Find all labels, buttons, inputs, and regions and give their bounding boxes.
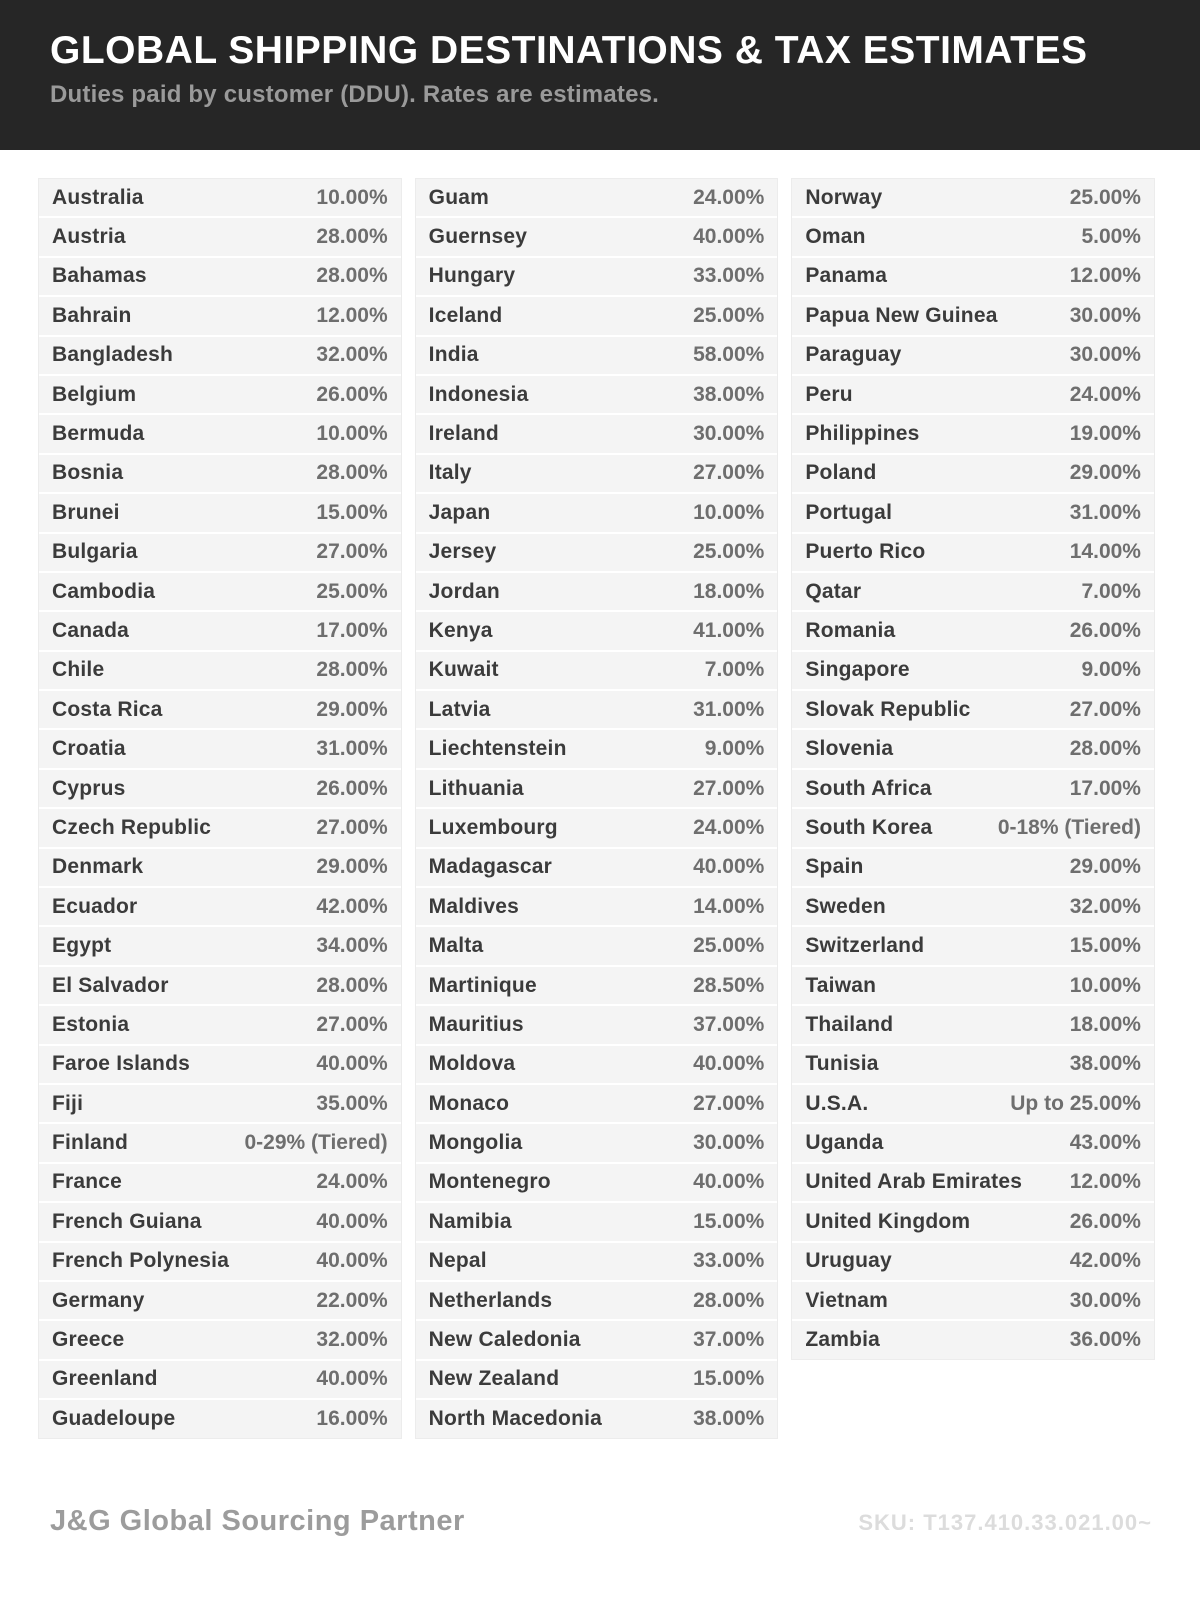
rate-value: 40.00% xyxy=(693,1052,765,1076)
rate-value: 40.00% xyxy=(693,855,765,879)
table-row xyxy=(39,652,401,691)
country-name: Bosnia xyxy=(52,461,124,485)
rate-value: 24.00% xyxy=(316,1170,388,1194)
rate-value: 29.00% xyxy=(1069,855,1141,879)
table-row xyxy=(416,1243,778,1282)
table-row xyxy=(39,179,401,218)
table-row xyxy=(416,1006,778,1045)
table-row xyxy=(416,849,778,888)
country-name: Latvia xyxy=(428,697,491,721)
rate-value: 24.00% xyxy=(693,815,765,839)
country-name: Montenegro xyxy=(428,1170,551,1194)
rate-value: 28.00% xyxy=(316,461,388,485)
table-row xyxy=(792,927,1154,966)
country-name: Liechtenstein xyxy=(428,737,567,761)
rate-value: 15.00% xyxy=(693,1367,765,1391)
country-name: Bangladesh xyxy=(52,343,174,367)
country-name: Romania xyxy=(805,618,896,642)
table-row xyxy=(39,415,401,454)
rate-value: 17.00% xyxy=(316,618,388,642)
table-row xyxy=(416,888,778,927)
rate-value: 27.00% xyxy=(693,776,765,800)
table-row xyxy=(39,1006,401,1045)
table-row xyxy=(416,297,778,336)
country-name: Singapore xyxy=(805,658,910,682)
country-name: Bermuda xyxy=(52,422,145,446)
country-name: South Korea xyxy=(805,815,933,839)
table-row xyxy=(416,1046,778,1085)
rate-value: 30.00% xyxy=(1069,1288,1141,1312)
rate-value: 40.00% xyxy=(316,1249,388,1273)
table-row xyxy=(416,376,778,415)
country-name: Guam xyxy=(428,185,489,209)
country-name: Norway xyxy=(805,185,883,209)
country-name: Mongolia xyxy=(428,1131,523,1155)
table-row xyxy=(792,967,1154,1006)
table-row xyxy=(39,1361,401,1400)
rates-column xyxy=(791,178,1155,1360)
rate-value: 25.00% xyxy=(693,934,765,958)
table-row xyxy=(792,179,1154,218)
rate-value: 10.00% xyxy=(1069,973,1141,997)
rate-value: 38.00% xyxy=(693,1406,765,1430)
country-name: Sweden xyxy=(805,894,886,918)
country-name: Martinique xyxy=(428,973,537,997)
table-row xyxy=(792,1085,1154,1124)
country-name: Egypt xyxy=(52,934,112,958)
country-name: Monaco xyxy=(428,1091,510,1115)
table-row xyxy=(39,534,401,573)
rate-value: 17.00% xyxy=(1069,776,1141,800)
country-name: Peru xyxy=(805,382,853,406)
table-row xyxy=(416,1321,778,1360)
table-row xyxy=(792,1321,1154,1358)
table-row xyxy=(416,730,778,769)
rate-value: 43.00% xyxy=(1069,1131,1141,1155)
table-row xyxy=(39,1282,401,1321)
country-name: Ireland xyxy=(428,422,499,446)
page-title: GLOBAL SHIPPING DESTINATIONS & TAX ESTIMATES xyxy=(50,29,1088,72)
rate-value: 33.00% xyxy=(693,264,765,288)
table-row xyxy=(416,1400,778,1437)
rate-value: 30.00% xyxy=(693,422,765,446)
table-row xyxy=(39,297,401,336)
country-name: Jordan xyxy=(428,579,500,603)
rate-value: 24.00% xyxy=(1069,382,1141,406)
rate-value: 9.00% xyxy=(1081,658,1141,682)
country-name: Hungary xyxy=(428,264,516,288)
table-row xyxy=(39,770,401,809)
rate-value: 58.00% xyxy=(693,343,765,367)
country-name: Oman xyxy=(805,225,866,249)
country-name: Greece xyxy=(52,1328,125,1352)
rates-column xyxy=(415,178,779,1439)
sku-label: SKU: T137.410.33.021.00~ xyxy=(858,1510,1152,1535)
country-name: Panama xyxy=(805,264,888,288)
table-row xyxy=(416,534,778,573)
rate-value: 32.00% xyxy=(316,343,388,367)
country-name: France xyxy=(52,1170,123,1194)
country-name: El Salvador xyxy=(52,973,169,997)
country-name: Taiwan xyxy=(805,973,877,997)
table-row xyxy=(416,612,778,651)
rate-value: 18.00% xyxy=(1069,1012,1141,1036)
table-row xyxy=(39,1400,401,1437)
table-row xyxy=(416,691,778,730)
country-name: Mauritius xyxy=(428,1012,524,1036)
table-row xyxy=(39,455,401,494)
rate-value: 36.00% xyxy=(1069,1328,1141,1352)
country-name: Canada xyxy=(52,618,130,642)
country-name: Uganda xyxy=(805,1131,884,1155)
table-row xyxy=(792,1282,1154,1321)
country-name: Kuwait xyxy=(428,658,499,682)
table-row xyxy=(792,730,1154,769)
country-name: Qatar xyxy=(805,579,862,603)
country-name: Denmark xyxy=(52,855,144,879)
table-row xyxy=(39,967,401,1006)
country-name: Nepal xyxy=(428,1249,487,1273)
table-row xyxy=(792,612,1154,651)
table-row xyxy=(39,573,401,612)
rate-value: 27.00% xyxy=(1069,697,1141,721)
rate-value: 28.00% xyxy=(316,658,388,682)
country-name: Brunei xyxy=(52,500,120,524)
country-name: Moldova xyxy=(428,1052,516,1076)
country-name: Lithuania xyxy=(428,776,524,800)
country-name: Ecuador xyxy=(52,894,138,918)
rate-value: 14.00% xyxy=(1069,540,1141,564)
rate-value: 24.00% xyxy=(693,185,765,209)
rate-value: 12.00% xyxy=(1069,1170,1141,1194)
table-row xyxy=(416,652,778,691)
country-name: Chile xyxy=(52,658,105,682)
rate-value: 10.00% xyxy=(316,185,388,209)
table-row xyxy=(792,494,1154,533)
rate-value: 18.00% xyxy=(693,579,765,603)
rate-value: 14.00% xyxy=(693,894,765,918)
country-name: Madagascar xyxy=(428,855,553,879)
country-name: Philippines xyxy=(805,422,920,446)
table-row xyxy=(416,809,778,848)
table-row xyxy=(416,415,778,454)
table-row xyxy=(39,691,401,730)
table-row xyxy=(39,888,401,927)
country-name: Greenland xyxy=(52,1367,158,1391)
country-name: Maldives xyxy=(428,894,519,918)
country-name: India xyxy=(428,343,479,367)
table-row xyxy=(416,1085,778,1124)
table-row xyxy=(792,415,1154,454)
country-name: Bahamas xyxy=(52,264,147,288)
rate-value: 7.00% xyxy=(704,658,765,682)
rates-table xyxy=(0,150,1200,1439)
country-name: Estonia xyxy=(52,1012,130,1036)
country-name: United Kingdom xyxy=(805,1209,971,1233)
table-row xyxy=(416,494,778,533)
country-name: Slovak Republic xyxy=(805,697,971,721)
rate-value: 27.00% xyxy=(693,461,765,485)
table-row xyxy=(39,1243,401,1282)
country-name: New Zealand xyxy=(428,1367,560,1391)
table-row xyxy=(39,1085,401,1124)
rate-value: 31.00% xyxy=(693,697,765,721)
rate-value: 28.00% xyxy=(316,973,388,997)
rate-value: 26.00% xyxy=(1069,618,1141,642)
table-row xyxy=(792,849,1154,888)
table-row xyxy=(39,1164,401,1203)
country-name: Finland xyxy=(52,1131,129,1155)
country-name: Cyprus xyxy=(52,776,126,800)
rate-value: 29.00% xyxy=(316,855,388,879)
country-name: Malta xyxy=(428,934,484,958)
table-row xyxy=(792,691,1154,730)
rate-value: 28.00% xyxy=(316,225,388,249)
table-row xyxy=(416,337,778,376)
table-row xyxy=(39,218,401,257)
table-row xyxy=(39,809,401,848)
table-row xyxy=(416,573,778,612)
rate-value: 29.00% xyxy=(316,697,388,721)
country-name: Vietnam xyxy=(805,1288,889,1312)
rate-value: 15.00% xyxy=(1069,934,1141,958)
country-name: Portugal xyxy=(805,500,893,524)
country-name: French Guiana xyxy=(52,1209,202,1233)
table-row xyxy=(792,1203,1154,1242)
country-name: Puerto Rico xyxy=(805,540,926,564)
rate-value: 27.00% xyxy=(693,1091,765,1115)
rates-column xyxy=(38,178,402,1439)
country-name: Zambia xyxy=(805,1328,881,1352)
rate-value: 30.00% xyxy=(1069,343,1141,367)
rate-value: 7.00% xyxy=(1081,579,1141,603)
rate-value: 26.00% xyxy=(316,776,388,800)
rate-value: 15.00% xyxy=(693,1209,765,1233)
table-row xyxy=(792,573,1154,612)
table-row xyxy=(792,297,1154,336)
rate-value: 25.00% xyxy=(1069,185,1141,209)
table-row xyxy=(792,455,1154,494)
rate-value: 26.00% xyxy=(1069,1209,1141,1233)
rate-value: 40.00% xyxy=(693,225,765,249)
rate-value: 37.00% xyxy=(693,1012,765,1036)
country-name: United Arab Emirates xyxy=(805,1170,1023,1194)
rate-value: 37.00% xyxy=(693,1328,765,1352)
table-row xyxy=(792,1006,1154,1045)
table-row xyxy=(416,218,778,257)
table-row xyxy=(416,1164,778,1203)
country-name: Iceland xyxy=(428,303,503,327)
rate-value: 5.00% xyxy=(1081,225,1141,249)
country-name: U.S.A. xyxy=(805,1091,869,1115)
table-row xyxy=(792,770,1154,809)
rate-value: Up to 25.00% xyxy=(1010,1091,1141,1115)
table-row xyxy=(39,494,401,533)
rate-value: 10.00% xyxy=(693,500,765,524)
table-row xyxy=(792,1046,1154,1085)
table-row xyxy=(39,376,401,415)
table-row xyxy=(416,455,778,494)
table-row xyxy=(39,1203,401,1242)
table-row xyxy=(792,652,1154,691)
country-name: Faroe Islands xyxy=(52,1052,190,1076)
rate-value: 28.00% xyxy=(1069,737,1141,761)
country-name: Spain xyxy=(805,855,864,879)
rate-value: 41.00% xyxy=(693,618,765,642)
table-row xyxy=(39,337,401,376)
table-row xyxy=(416,967,778,1006)
rate-value: 28.00% xyxy=(316,264,388,288)
country-name: Czech Republic xyxy=(52,815,212,839)
table-row xyxy=(39,730,401,769)
table-row xyxy=(39,1046,401,1085)
header-banner xyxy=(0,0,1200,150)
table-row xyxy=(416,179,778,218)
rate-value: 42.00% xyxy=(316,894,388,918)
table-row xyxy=(39,612,401,651)
rate-value: 38.00% xyxy=(693,382,765,406)
rate-value: 32.00% xyxy=(316,1328,388,1352)
table-row xyxy=(39,849,401,888)
rate-value: 27.00% xyxy=(316,1012,388,1036)
rate-value: 25.00% xyxy=(316,579,388,603)
country-name: Slovenia xyxy=(805,737,894,761)
table-row xyxy=(792,1124,1154,1163)
country-name: Fiji xyxy=(52,1091,84,1115)
country-name: Cambodia xyxy=(52,579,156,603)
table-row xyxy=(39,1124,401,1163)
country-name: Switzerland xyxy=(805,934,925,958)
table-row xyxy=(792,888,1154,927)
brand-name: J&G Global Sourcing Partner xyxy=(50,1505,465,1537)
country-name: Namibia xyxy=(428,1209,512,1233)
table-row xyxy=(792,1243,1154,1282)
rate-value: 40.00% xyxy=(693,1170,765,1194)
rate-value: 30.00% xyxy=(1069,303,1141,327)
rate-value: 10.00% xyxy=(316,422,388,446)
table-row xyxy=(416,1361,778,1400)
country-name: Papua New Guinea xyxy=(805,303,998,327)
rate-value: 16.00% xyxy=(316,1406,388,1430)
rate-value: 40.00% xyxy=(316,1052,388,1076)
country-name: Costa Rica xyxy=(52,697,163,721)
rate-value: 30.00% xyxy=(693,1131,765,1155)
rate-value: 38.00% xyxy=(1069,1052,1141,1076)
rate-value: 12.00% xyxy=(316,303,388,327)
rate-value: 31.00% xyxy=(1069,500,1141,524)
country-name: Jersey xyxy=(428,540,497,564)
table-row xyxy=(39,927,401,966)
rate-value: 0-29% (Tiered) xyxy=(244,1131,388,1155)
rate-value: 29.00% xyxy=(1069,461,1141,485)
country-name: Austria xyxy=(52,225,126,249)
table-row xyxy=(416,1124,778,1163)
rate-value: 28.00% xyxy=(693,1288,765,1312)
rate-value: 27.00% xyxy=(316,815,388,839)
country-name: French Polynesia xyxy=(52,1249,230,1273)
country-name: Bulgaria xyxy=(52,540,138,564)
page-subtitle: Duties paid by customer (DDU). Rates are estimates. xyxy=(50,80,660,108)
country-name: Belgium xyxy=(52,382,137,406)
country-name: Indonesia xyxy=(428,382,529,406)
country-name: Luxembourg xyxy=(428,815,558,839)
rate-value: 40.00% xyxy=(316,1209,388,1233)
table-row xyxy=(792,218,1154,257)
table-row xyxy=(792,534,1154,573)
rate-value: 35.00% xyxy=(316,1091,388,1115)
country-name: Bahrain xyxy=(52,303,132,327)
rate-value: 34.00% xyxy=(316,934,388,958)
table-row xyxy=(39,258,401,297)
rate-value: 31.00% xyxy=(316,737,388,761)
table-row xyxy=(416,258,778,297)
rate-value: 15.00% xyxy=(316,500,388,524)
rate-value: 32.00% xyxy=(1069,894,1141,918)
country-name: Australia xyxy=(52,185,144,209)
country-name: Tunisia xyxy=(805,1052,879,1076)
table-row xyxy=(416,1203,778,1242)
country-name: Poland xyxy=(805,461,877,485)
rate-value: 33.00% xyxy=(693,1249,765,1273)
rate-value: 19.00% xyxy=(1069,422,1141,446)
country-name: Guadeloupe xyxy=(52,1406,176,1430)
rate-value: 12.00% xyxy=(1069,264,1141,288)
table-row xyxy=(792,809,1154,848)
rate-value: 40.00% xyxy=(316,1367,388,1391)
rate-value: 9.00% xyxy=(704,737,765,761)
country-name: Germany xyxy=(52,1288,145,1312)
table-row xyxy=(416,927,778,966)
rate-value: 0-18% (Tiered) xyxy=(997,815,1141,839)
country-name: Italy xyxy=(428,461,472,485)
table-row xyxy=(416,1282,778,1321)
country-name: Kenya xyxy=(428,618,493,642)
table-row xyxy=(792,1164,1154,1203)
rate-value: 25.00% xyxy=(693,540,765,564)
country-name: Croatia xyxy=(52,737,126,761)
country-name: Paraguay xyxy=(805,343,902,367)
country-name: Guernsey xyxy=(428,225,528,249)
country-name: South Africa xyxy=(805,776,932,800)
rate-value: 42.00% xyxy=(1069,1249,1141,1273)
footer xyxy=(50,1505,1152,1538)
table-row xyxy=(39,1321,401,1360)
country-name: Netherlands xyxy=(428,1288,553,1312)
rate-value: 26.00% xyxy=(316,382,388,406)
table-row xyxy=(416,770,778,809)
country-name: Uruguay xyxy=(805,1249,892,1273)
country-name: North Macedonia xyxy=(428,1406,603,1430)
rate-value: 22.00% xyxy=(316,1288,388,1312)
country-name: Japan xyxy=(428,500,491,524)
table-row xyxy=(792,258,1154,297)
rate-value: 28.50% xyxy=(693,973,765,997)
rate-value: 27.00% xyxy=(316,540,388,564)
country-name: New Caledonia xyxy=(428,1328,581,1352)
rate-value: 25.00% xyxy=(693,303,765,327)
table-row xyxy=(792,337,1154,376)
country-name: Thailand xyxy=(805,1012,894,1036)
table-row xyxy=(792,376,1154,415)
